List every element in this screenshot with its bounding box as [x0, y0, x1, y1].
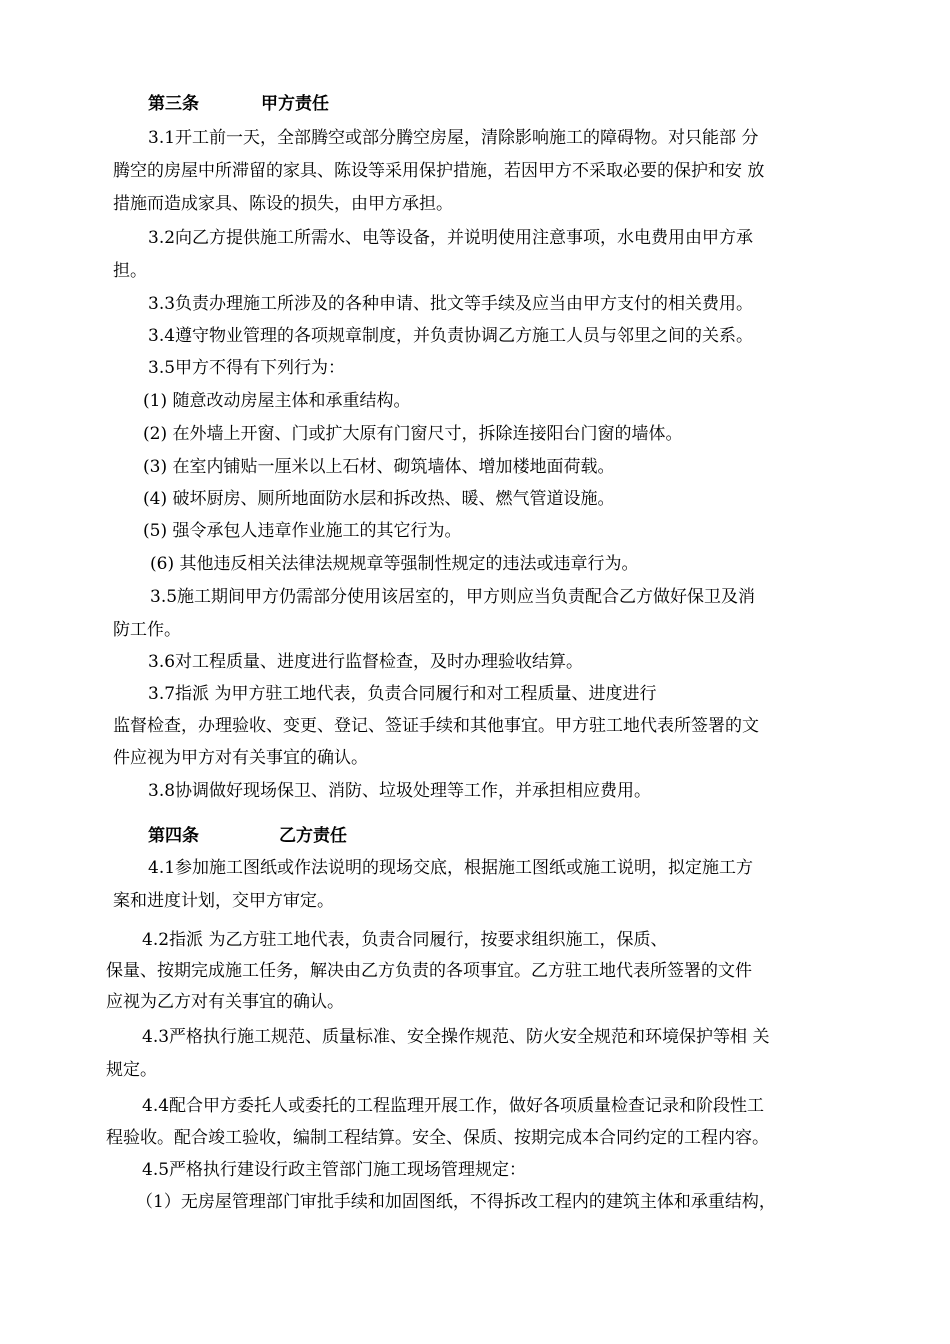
section-heading-3	[148, 92, 329, 116]
list-item: (6) 其他违反相关法律法规规章等强制性规定的违法或违章行为。	[150, 554, 639, 574]
paragraph-line: 应视为乙方对有关事宜的确认。	[106, 992, 344, 1012]
paragraph-line: 3.4遵守物业管理的各项规章制度，并负责协调乙方施工人员与邻里之间的关系。	[148, 326, 754, 346]
paragraph-line: 4.2指派 为乙方驻工地代表，负责合同履行，按要求组织施工，保质、	[142, 930, 668, 950]
paragraph-line: 4.5严格执行建设行政主管部门施工现场管理规定：	[142, 1160, 527, 1180]
paragraph-line: 程验收。配合竣工验收，编制工程结算。安全、保质、按期完成本合同约定的工程内容。	[106, 1128, 769, 1148]
paragraph-line: 规定。	[106, 1060, 157, 1080]
list-item: (3) 在室内铺贴一厘米以上石材、砌筑墙体、增加楼地面荷载。	[143, 457, 615, 477]
paragraph-line: 案和进度计划，交甲方审定。	[113, 891, 334, 911]
list-item: (4) 破坏厨房、厕所地面防水层和拆改热、暖、燃气管道设施。	[143, 489, 615, 509]
paragraph-line: 3.6对工程质量、进度进行监督检查，及时办理验收结算。	[148, 652, 584, 672]
paragraph-line: 保量、按期完成施工任务，解决由乙方负责的各项事宜。乙方驻工地代表所签署的文件	[106, 961, 752, 981]
paragraph-line: 措施而造成家具、陈设的损失，由甲方承担。	[113, 194, 453, 214]
section-title: 甲方责任	[261, 94, 329, 114]
paragraph-line: 3.7指派 为甲方驻工地代表，负责合同履行和对工程质量、进度进行	[148, 684, 657, 704]
paragraph-line: 担。	[113, 261, 147, 281]
paragraph-line: 3.5施工期间甲方仍需部分使用该居室的，甲方则应当负责配合乙方做好保卫及消	[150, 587, 756, 607]
section-number: 第四条	[148, 826, 199, 846]
paragraph-line: 腾空的房屋中所滞留的家具、陈设等采用保护措施，若因甲方不采取必要的保护和安 放	[113, 161, 765, 181]
paragraph-line: 3.1开工前一天，全部腾空或部分腾空房屋，清除影响施工的障碍物。对只能部 分	[148, 128, 759, 148]
section-title: 乙方责任	[279, 826, 347, 846]
paragraph-line: 3.8协调做好现场保卫、消防、垃圾处理等工作，并承担相应费用。	[148, 781, 652, 801]
list-item: (1) 随意改动房屋主体和承重结构。	[143, 391, 411, 411]
paragraph-line: 3.2向乙方提供施工所需水、电等设备，并说明使用注意事项，水电费用由甲方承	[148, 228, 754, 248]
paragraph-line: 件应视为甲方对有关事宜的确认。	[113, 748, 368, 768]
paragraph-line: 防工作。	[113, 620, 181, 640]
section-heading-4	[148, 824, 347, 848]
list-item: (5) 强令承包人违章作业施工的其它行为。	[143, 521, 462, 541]
list-item: （1）无房屋管理部门审批手续和加固图纸，不得拆改工程内的建筑主体和承重结构，	[136, 1192, 776, 1212]
paragraph-line: 4.1参加施工图纸或作法说明的现场交底，根据施工图纸或施工说明，拟定施工方	[148, 858, 754, 878]
paragraph-line: 3.5甲方不得有下列行为：	[148, 358, 346, 378]
section-number: 第三条	[148, 94, 199, 114]
paragraph-line: 4.4配合甲方委托人或委托的工程监理开展工作，做好各项质量检查记录和阶段性工	[142, 1096, 765, 1116]
paragraph-line: 监督检查，办理验收、变更、登记、签证手续和其他事宜。甲方驻工地代表所签署的文	[113, 716, 759, 736]
paragraph-line: 4.3严格执行施工规范、质量标准、安全操作规范、防火安全规范和环境保护等相 关	[142, 1027, 770, 1047]
paragraph-line: 3.3负责办理施工所涉及的各种申请、批文等手续及应当由甲方支付的相关费用。	[148, 294, 754, 314]
list-item: (2) 在外墙上开窗、门或扩大原有门窗尺寸，拆除连接阳台门窗的墙体。	[143, 424, 683, 444]
